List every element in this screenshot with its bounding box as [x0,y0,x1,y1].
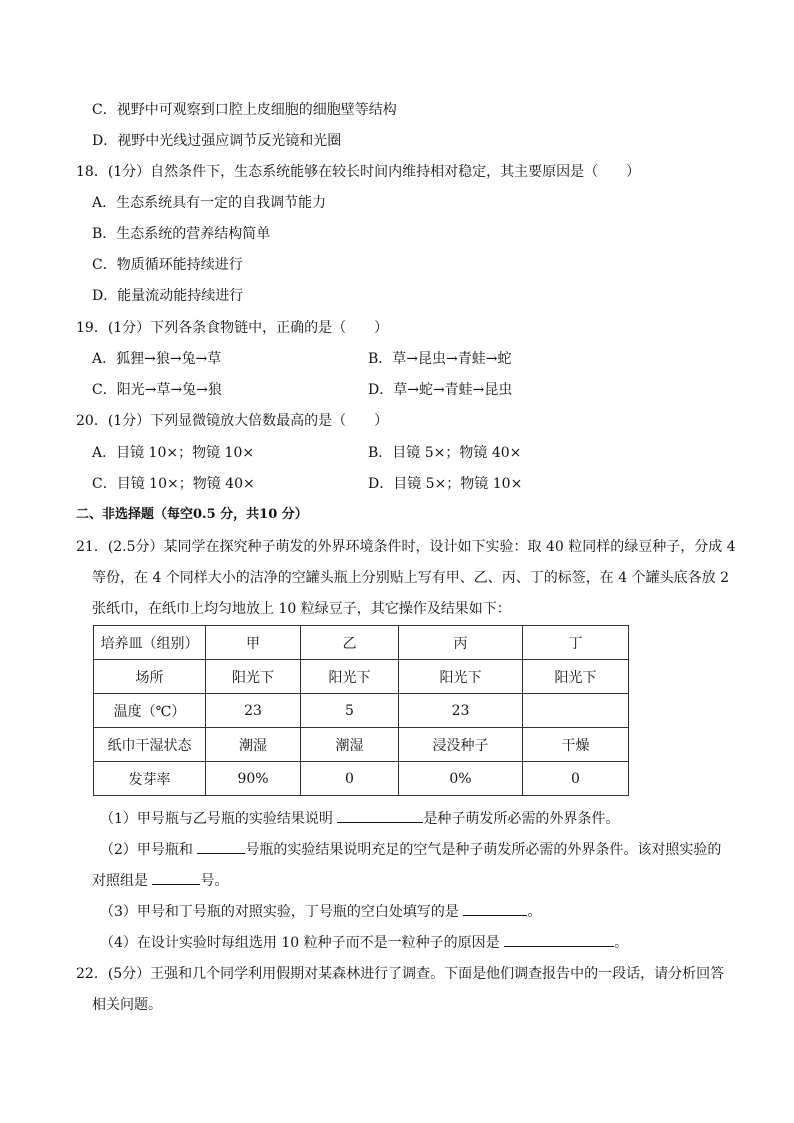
q21-line-3: 张纸巾，在纸巾上均匀地放上 10 粒绿豆子，其它操作及结果如下： [92,601,511,617]
table-cell: 23 [399,694,523,728]
q18-option-b: B．生态系统的营养结构简单 [92,226,271,242]
q20-option-b: B．目镜 5×；物镜 40× [368,445,522,461]
table-cell: 丙 [399,626,523,660]
table-cell: 90% [206,762,301,796]
answer-blank-2[interactable] [197,839,245,854]
q21-sub-1 [100,808,619,829]
q21-sub-2-text-b: 号瓶的实验结果说明充足的空气是种子萌发所必需的外界条件。该对照实验的 [245,842,722,858]
q21-sub-3-text-b: 。 [527,904,542,920]
q22-line-2: 相关问题。 [92,997,162,1013]
table-cell: 乙 [301,626,399,660]
table-cell: 甲 [206,626,301,660]
table-cell: 场所 [94,660,206,694]
table-cell: 潮湿 [206,728,301,762]
answer-blank-5[interactable] [504,932,614,947]
table-cell: 阳光下 [301,660,399,694]
answer-blank-3[interactable] [152,870,200,885]
table-row [94,694,629,728]
table-row [94,728,629,762]
q18-stem: 18．(1分）自然条件下，生态系统能够在较长时间内维持相对稳定，其主要原因是（ ） [76,164,641,180]
table-cell: 0% [399,762,523,796]
table-cell: 阳光下 [206,660,301,694]
q22-line-1: 22．(5分）王强和几个同学利用假期对某森林进行了调查。下面是他们调查报告中的一段话，请分析回答 [76,966,725,982]
q17-option-c: C．视野中可观察到口腔上皮细胞的细胞壁等结构 [92,102,397,118]
table-row [94,762,629,796]
q21-sub-4 [100,932,628,953]
q21-line-1: 21．(2.5分）某同学在探究种子萌发的外界环境条件时，设计如下实验：取 40 粒同样的绿豆种子，分成 4 [76,539,736,555]
q21-sub-3 [100,901,541,922]
q19-option-a: A．狐狸→狼→兔→草 [92,351,222,367]
answer-blank-4[interactable] [463,901,527,916]
table-cell: 潮湿 [301,728,399,762]
table-cell: 0 [523,762,629,796]
answer-blank-1[interactable] [337,808,423,823]
q21-sub-3-text-a: （3）甲号和丁号瓶的对照实验，丁号瓶的空白处填写的是 [100,904,459,920]
q18-option-d: D．能量流动能持续进行 [92,288,244,304]
table-cell: 23 [206,694,301,728]
table-cell: 阳光下 [399,660,523,694]
table-cell: 阳光下 [523,660,629,694]
q19-option-c: C．阳光→草→兔→狼 [92,382,222,398]
q20-option-d: D．目镜 5×；物镜 10× [368,476,523,492]
q18-option-a: A．生态系统具有一定的自我调节能力 [92,195,327,211]
table-cell: 培养皿（组别） [94,626,206,660]
table-cell: 5 [301,694,399,728]
q21-sub-4-text-b: 。 [614,935,629,951]
q21-sub-2-text-c: 对照组是 [92,873,148,889]
q19-option-b: B．草→昆虫→青蛙→蛇 [368,351,512,367]
q20-option-c: C．目镜 10×；物镜 40× [92,476,255,492]
q21-sub-2-text-a: （2）甲号瓶和 [100,842,193,858]
table-cell: 浸没种子 [399,728,523,762]
q20-option-a: A．目镜 10×；物镜 10× [92,445,255,461]
section-title: 二、非选择题（每空0.5 分，共10 分） [76,507,308,522]
table-cell: 0 [301,762,399,796]
q20-stem: 20．(1分）下列显微镜放大倍数最高的是（ ） [76,413,389,429]
q21-sub-2-text-d: 号。 [200,873,229,889]
q18-option-c: C．物质循环能持续进行 [92,257,243,273]
table-cell: 纸巾干湿状态 [94,728,206,762]
table-cell: 发芽率 [94,762,206,796]
table-cell-blank [523,694,629,728]
q21-sub-4-text-a: （4）在设计实验时每组选用 10 粒种子而不是一粒种子的原因是 [100,935,500,951]
table-cell: 丁 [523,626,629,660]
q19-stem: 19．(1分）下列各条食物链中，正确的是（ ） [76,320,389,336]
q17-option-d: D．视野中光线过强应调节反光镜和光圈 [92,133,342,149]
q21-sub-2 [100,839,721,860]
q21-sub-2-cont [92,870,228,891]
q21-sub-1-text-b: 是种子萌发所必需的外界条件。 [423,811,620,827]
table-cell: 干燥 [523,728,629,762]
table-row [94,660,629,694]
table-row [94,626,629,660]
q21-sub-1-text-a: （1）甲号瓶与乙号瓶的实验结果说明 [100,811,333,827]
experiment-table [93,625,629,796]
q21-line-2: 等份，在 4 个同样大小的洁净的空罐头瓶上分别贴上写有甲、乙、丙、丁的标签，在 4 个罐头底各放 2 [92,570,729,586]
q19-option-d: D．草→蛇→青蛙→昆虫 [368,382,513,398]
table-cell: 温度（℃） [94,694,206,728]
